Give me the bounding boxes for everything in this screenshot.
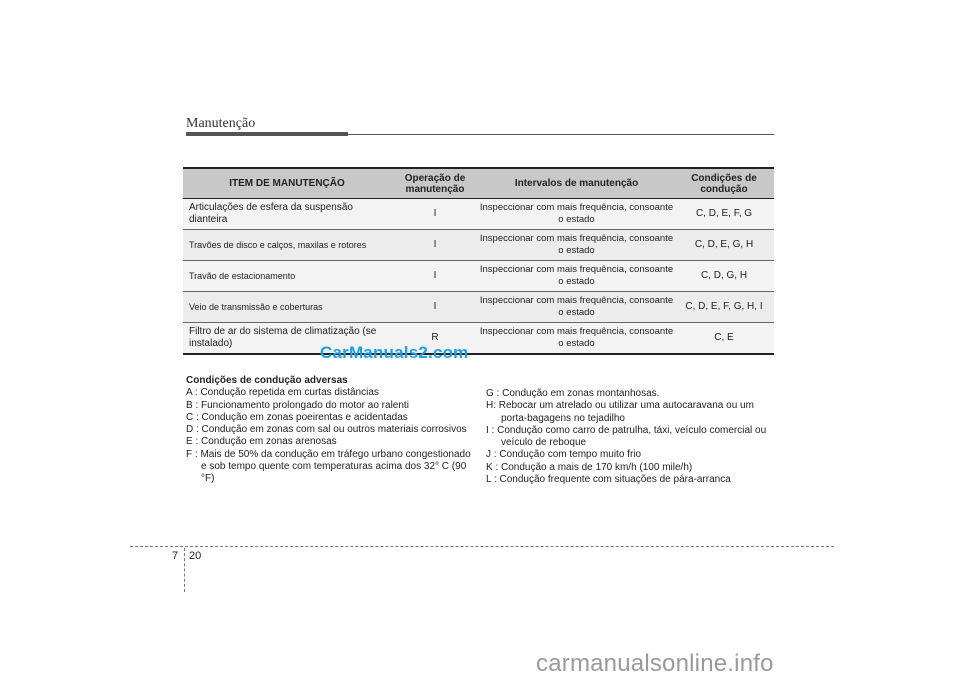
condition-i: I : Condução como carro de patrulha, táxi, veículo comercial ou veículo de reboque — [486, 424, 767, 449]
col-header-operation: Operação de manutenção — [404, 172, 466, 195]
cell-conditions: C, D, G, H — [700, 270, 748, 281]
condition-c: C : Condução em zonas poeirentas e acidentadas — [186, 411, 408, 423]
condition-l: L : Condução frequente com situações de pára-arranca — [486, 474, 731, 486]
header-rule-thin — [348, 134, 774, 135]
cell-conditions: C, D, E, G, H — [694, 239, 754, 250]
table-row — [183, 261, 774, 292]
cell-item: Travão de estacionamento — [189, 271, 296, 281]
chapter-number: 7 — [172, 550, 179, 562]
table-header — [183, 169, 774, 199]
cell-operation: I — [433, 208, 437, 219]
cell-item: Filtro de ar do sistema de climatização (se instalado) — [189, 326, 377, 349]
cell-item: Articulações de esfera da suspensão dianteira — [189, 202, 353, 225]
cell-interval: Inspeccionar com mais frequência, consoante o estado — [479, 295, 674, 318]
col-header-interval: Intervalos de manutenção — [514, 178, 639, 189]
cell-interval: Inspeccionar com mais frequência, consoante o estado — [479, 264, 674, 287]
cell-item: Travões de disco e calços, maxilas e rotores — [189, 240, 367, 250]
condition-a: A : Condução repetida em curtas distâncias — [186, 387, 379, 399]
cell-interval: Inspeccionar com mais frequência, consoante o estado — [479, 326, 674, 349]
table-row — [183, 323, 774, 353]
col-header-item: ITEM DE MANUTENÇÃO — [229, 178, 345, 189]
cell-conditions: C, D, E, F, G, H, I — [685, 301, 763, 312]
watermark-carmanuals2: CarManuals2.com — [320, 343, 469, 362]
condition-d: D : Condução em zonas com sal ou outros materiais corrosivos — [186, 424, 467, 436]
adverse-conditions-heading: Condições de condução adversas — [186, 375, 348, 386]
condition-e: E : Condução em zonas arenosas — [186, 436, 337, 448]
condition-k: K : Condução a mais de 170 km/h (100 mile/h) — [486, 461, 693, 473]
cell-item: Veio de transmissão e coberturas — [189, 302, 323, 312]
cell-conditions: C, E — [714, 332, 734, 343]
cell-operation: I — [433, 301, 437, 312]
footer-dashed-divider — [184, 548, 185, 592]
page-section-title: Manutenção — [186, 116, 256, 131]
condition-j: J : Condução com tempo muito frio — [486, 449, 642, 461]
adverse-conditions-right — [486, 388, 776, 486]
site-watermark: carmanualsonline.info — [536, 650, 774, 677]
adverse-conditions-left — [186, 375, 476, 486]
condition-b: B : Funcionamento prolongado do motor ao ralenti — [186, 399, 409, 411]
cell-interval: Inspeccionar com mais frequência, consoante o estado — [479, 202, 674, 225]
cell-interval: Inspeccionar com mais frequência, consoante o estado — [479, 233, 674, 256]
cell-operation: I — [433, 270, 437, 281]
maintenance-table — [183, 167, 774, 355]
footer-dashed-rule — [130, 546, 834, 547]
condition-h: H: Rebocar um atrelado ou utilizar uma autocaravana ou um porta-bagagens no tejadilho — [486, 400, 754, 424]
cell-operation: R — [431, 332, 439, 343]
condition-g: G : Condução em zonas montanhosas. — [486, 388, 660, 399]
cell-operation: I — [433, 239, 437, 250]
table-row — [183, 199, 774, 230]
condition-f: F : Mais de 50% da condução em tráfego urbano congestionado e sob tempo quente com temperaturas acima dos 32° C (90 °F) — [186, 448, 471, 485]
table-row — [183, 230, 774, 261]
header-rule-thick — [186, 132, 348, 136]
page-number: 20 — [189, 550, 202, 562]
table-row — [183, 292, 774, 323]
cell-conditions: C, D, E, F, G — [695, 208, 753, 219]
col-header-conditions: Condições de condução — [691, 172, 757, 195]
